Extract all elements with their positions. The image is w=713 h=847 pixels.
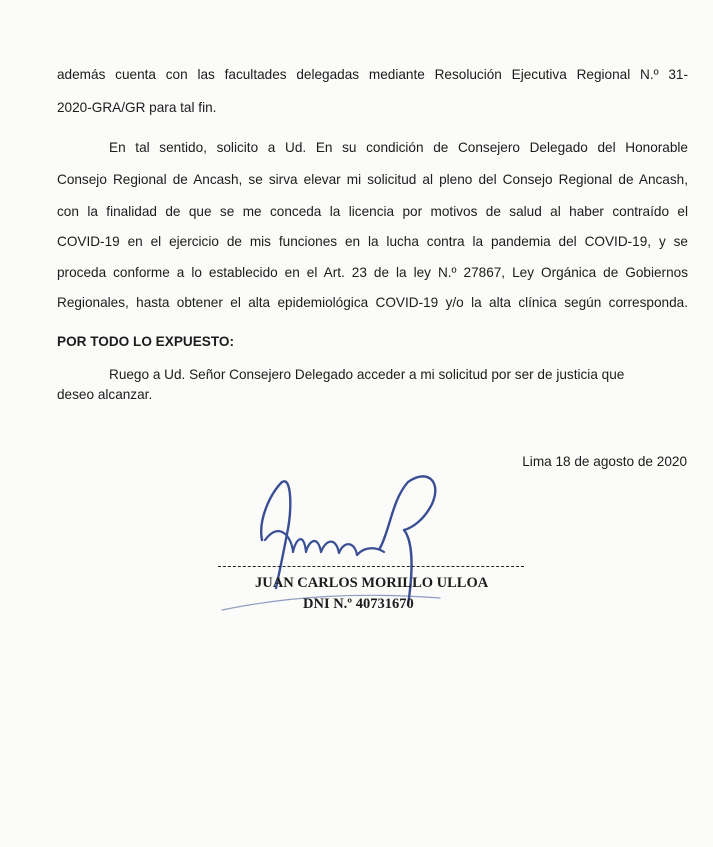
paragraph2-line-2: Consejo Regional de Ancash, se sirva elevar mi solicitud al pleno del Consejo Regional de Ancash, — [57, 172, 688, 187]
signature-line — [218, 566, 524, 567]
date-line: Lima 18 de agosto de 2020 — [522, 454, 687, 469]
signer-name: JUAN CARLOS MORILLO ULLOA — [255, 575, 489, 591]
paragraph3-line-1: Ruego a Ud. Señor Consejero Delegado acceder a mi solicitud por ser de justicia que — [109, 367, 625, 382]
paragraph1-line-2: 2020-GRA/GR para tal fin. — [57, 100, 217, 115]
paragraph2-line-6: Regionales, hasta obtener el alta epidemiológica COVID-19 y/o la alta clínica según corresponda. — [57, 295, 688, 310]
signer-dni: DNI N.º 40731670 — [303, 596, 414, 612]
paragraph2-line-1: En tal sentido, solicito a Ud. En su condición de Consejero Delegado del Honorable — [109, 140, 688, 155]
paragraph2-line-4: COVID-19 en el ejercicio de mis funciones en la lucha contra la pandemia del COVID-19, y se — [57, 234, 688, 249]
paragraph1-line-1: además cuenta con las facultades delegadas mediante Resolución Ejecutiva Regional N.º 31- — [57, 67, 688, 82]
paragraph2-line-5: proceda conforme a lo establecido en el Art. 23 de la ley N.º 27867, Ley Orgánica de Gobiernos — [57, 265, 688, 280]
paragraph2-line-3: con la finalidad de que se me conceda la licencia por motivos de salud al haber contraído el — [57, 204, 688, 219]
paragraph3-line-2: deseo alcanzar. — [57, 387, 153, 402]
heading-por-todo-lo-expuesto: POR TODO LO EXPUESTO: — [57, 334, 234, 349]
